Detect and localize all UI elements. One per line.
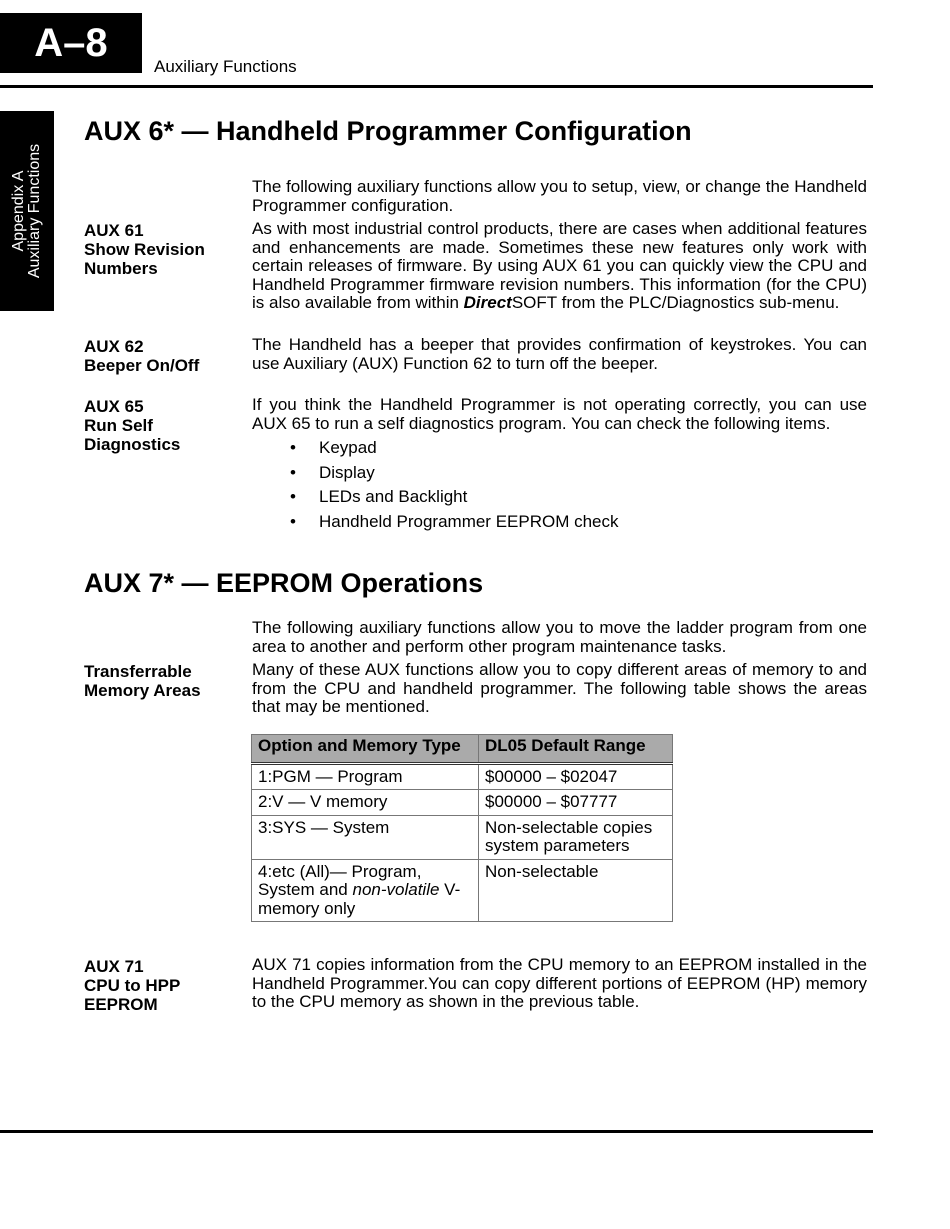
table-cell: Non-selectable copies system parameters (479, 815, 673, 859)
aux71-text: AUX 71 copies information from the CPU memory to an EEPROM installed in the Handheld Programmer.You can copy different portions of EEPROM (HP) memory to the CPU memory as shown in the previous table. (252, 955, 867, 1011)
bullet-icon: • (290, 511, 296, 531)
table-cell: 2:V — V memory (252, 790, 479, 816)
list-item: • Handheld Programmer EEPROM check (290, 511, 619, 531)
page-number: A–8 (34, 20, 108, 65)
side-tab-line1: Appendix A (10, 170, 27, 252)
directsoft-brand: Direct (463, 293, 512, 312)
column-header: DL05 Default Range (479, 735, 673, 764)
table-header-row (252, 735, 673, 764)
column-header: Option and Memory Type (252, 735, 479, 764)
table-row (252, 815, 673, 859)
footer-rule (0, 1130, 873, 1133)
table-row (252, 790, 673, 816)
table-cell: 3:SYS — System (252, 815, 479, 859)
table-cell: 4:etc (All)— Program, System and non-volatile V-memory only (252, 859, 479, 922)
list-item: • Keypad (290, 438, 377, 457)
page-number-tab (0, 13, 142, 73)
aux62-label: AUX 62 Beeper On/Off (84, 337, 200, 375)
transferrable-text: Many of these AUX functions allow you to copy different areas of memory to and from the CPU and handheld programmer. The following table shows the areas that may be mentioned. (252, 660, 867, 716)
table-cell: $00000 – $02047 (479, 763, 673, 790)
aux61-label: AUX 61 Show Revision Numbers (84, 221, 205, 278)
aux6-intro: The following auxiliary functions allow you to setup, view, or change the Handheld Programmer configuration. (252, 177, 867, 215)
aux7-intro: The following auxiliary functions allow you to move the ladder program from one area to another and perform other program maintenance tasks. (252, 618, 867, 656)
bullet-icon: • (290, 487, 296, 506)
aux7-heading: AUX 7* — EEPROM Operations (84, 568, 484, 598)
list-item: • LEDs and Backlight (290, 487, 468, 506)
aux65-text: If you think the Handheld Programmer is not operating correctly, you can use AUX 65 to run a self diagnostics program. You can check the following items. (252, 395, 867, 433)
bullet-icon: • (290, 462, 296, 482)
aux6-heading: AUX 6* — Handheld Programmer Configuration (84, 116, 692, 146)
header-rule (0, 85, 873, 88)
table-cell: Non-selectable (479, 859, 673, 922)
table-cell: 1:PGM — Program (252, 763, 479, 790)
table-row (252, 859, 673, 922)
aux65-label: AUX 65 Run Self Diagnostics (84, 397, 181, 454)
aux61-text: As with most industrial control products, there are cases when additional features and enhancements are made. Sometimes these new features only work with certain releases of firmware. By using AUX 61 you can quickly view the CPU and Handheld Programmer firmware revision numbers. This information (for the CPU) is also available from within DirectSOFT from the PLC/Diagnostics sub-menu. (252, 219, 867, 312)
table-cell: $00000 – $07777 (479, 790, 673, 816)
bullet-icon: • (290, 438, 296, 457)
memory-areas-table (251, 734, 673, 922)
diagnostics-list (290, 437, 619, 535)
side-tab-line2: Auxiliary Functions (26, 143, 43, 279)
transferrable-label: Transferrable Memory Areas (84, 662, 201, 700)
list-item: • Display (290, 462, 375, 482)
aux71-label: AUX 71 CPU to HPP EEPROM (84, 957, 181, 1014)
table-row (252, 763, 673, 790)
appendix-side-tab (0, 111, 54, 311)
aux62-text: The Handheld has a beeper that provides confirmation of keystrokes. You can use Auxiliary (AUX) Function 62 to turn off the beeper. (252, 335, 867, 373)
section-title: Auxiliary Functions (154, 57, 297, 76)
